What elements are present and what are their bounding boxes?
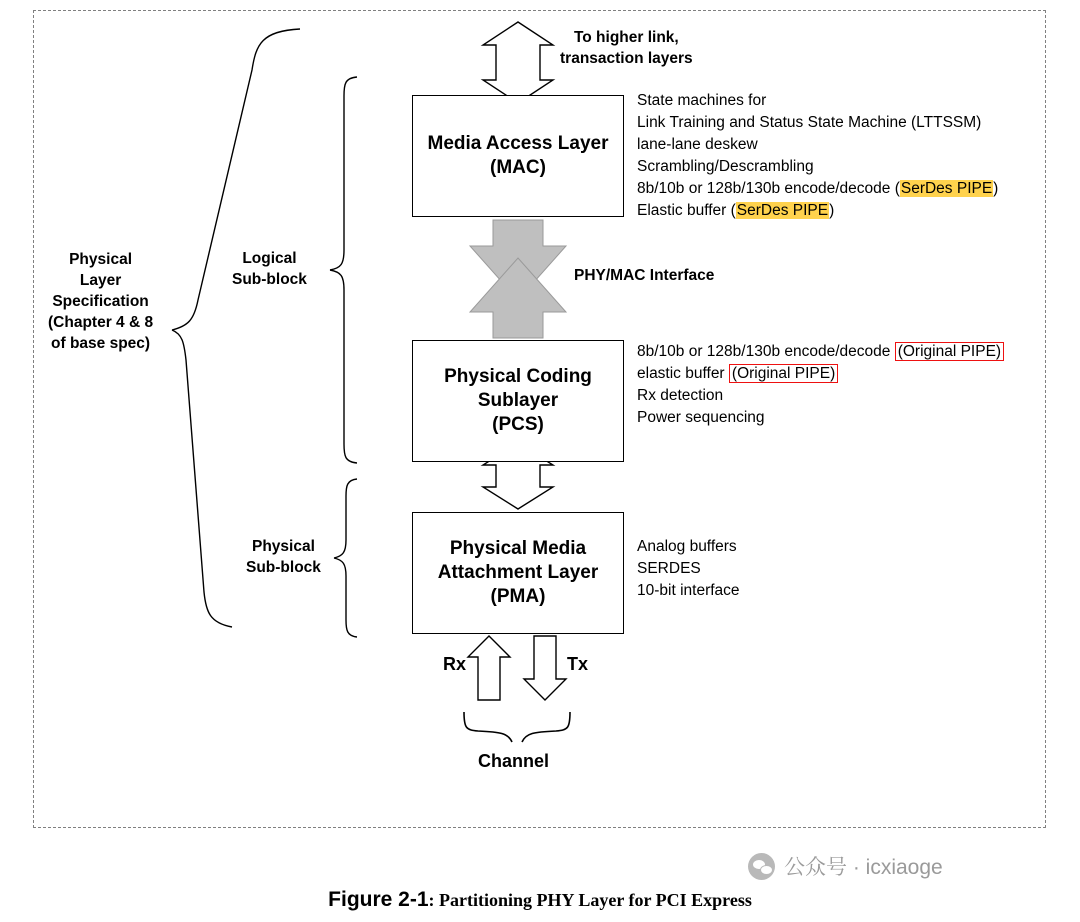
block-mac-title-line1: Media Access Layer: [427, 132, 609, 154]
annotation-line: SERDES: [637, 560, 701, 577]
annotation-line: Elastic buffer (SerDes PIPE): [637, 202, 835, 219]
label-phy-mac-interface: PHY/MAC Interface: [574, 267, 715, 284]
annotations-pcs: [637, 341, 1004, 429]
label-spec-line3: Specification: [52, 292, 149, 310]
annotation-line: Analog buffers: [637, 538, 737, 555]
label-logical-subblock: [232, 249, 307, 291]
label-higher-layers-line1: To higher link,: [573, 29, 679, 46]
annotation-line: 10-bit interface: [637, 582, 740, 599]
label-physical-subblock: [246, 537, 321, 579]
block-mac-title-line2: (MAC): [490, 157, 546, 178]
block-mac: [412, 95, 624, 217]
block-pma: [412, 512, 624, 634]
annotations-mac: [637, 90, 998, 222]
wechat-icon: [748, 853, 775, 880]
redbox-original-pipe: (Original PIPE): [895, 342, 1004, 361]
figure-caption-text: : Partitioning PHY Layer for PCI Express: [428, 890, 752, 910]
figure-number: Figure 2-1: [328, 888, 429, 911]
watermark: [748, 851, 943, 881]
annotation-line: Link Training and Status State Machine (LTTSSM): [637, 114, 982, 131]
block-pcs-title-line3: (PCS): [492, 414, 544, 436]
label-physical-subblock-line2: Sub-block: [246, 558, 321, 576]
label-tx: Tx: [567, 654, 589, 674]
label-channel: Channel: [478, 751, 550, 771]
arrow-phy-mac-interface: [470, 220, 566, 338]
redbox-original-pipe: (Original PIPE): [729, 364, 838, 383]
label-phy-layer-spec: [48, 250, 153, 355]
annotation-line: Power sequencing: [637, 409, 765, 426]
annotation-line: 8b/10b or 128b/130b encode/decode (Original PIPE): [637, 341, 1004, 363]
block-pcs-title-line2: Sublayer: [477, 389, 559, 411]
label-spec-line4: (Chapter 4 & 8: [48, 313, 154, 331]
annotations-pma: [637, 536, 740, 602]
brace-physical-subblock: [334, 479, 357, 637]
annotation-line: 8b/10b or 128b/130b encode/decode (SerDes PIPE): [637, 180, 999, 197]
block-pma-title-line2: Attachment Layer: [437, 561, 599, 583]
label-higher-layers-line2: transaction layers: [560, 49, 693, 67]
annotation-line: lane-lane deskew: [637, 136, 758, 153]
annotation-line: State machines for: [637, 92, 767, 109]
block-pcs: [412, 340, 624, 462]
label-spec-line5: of base spec): [51, 334, 151, 352]
arrow-rx: [468, 636, 510, 700]
label-physical-subblock-line1: Physical: [252, 538, 315, 555]
annotation-line: elastic buffer (Original PIPE): [637, 363, 1004, 385]
block-pma-title-line1: Physical Media: [449, 537, 587, 559]
watermark-text: 公众号 · icxiaoge: [784, 856, 943, 879]
annotation-line: Rx detection: [637, 387, 724, 404]
label-spec-line1: Physical: [69, 251, 132, 268]
label-logical-subblock-line2: Sub-block: [232, 270, 307, 288]
block-pcs-title-line1: Physical Coding: [444, 365, 592, 387]
arrow-tx: [524, 636, 566, 700]
annotation-line: Scrambling/Descrambling: [637, 158, 814, 175]
block-pma-title-line3: (PMA): [490, 586, 546, 608]
figure-caption: [0, 888, 1080, 912]
channel-brace: [464, 712, 570, 742]
highlight-serdes-pipe: SerDes PIPE: [900, 180, 993, 197]
arrow-mac-to-higher-layers: [483, 22, 553, 103]
label-spec-line2: Layer: [79, 271, 122, 289]
label-higher-layers: [560, 28, 693, 70]
highlight-serdes-pipe: SerDes PIPE: [736, 202, 829, 219]
brace-logical-subblock: [330, 77, 357, 463]
label-rx: Rx: [443, 654, 467, 674]
label-logical-subblock-line1: Logical: [242, 250, 297, 267]
